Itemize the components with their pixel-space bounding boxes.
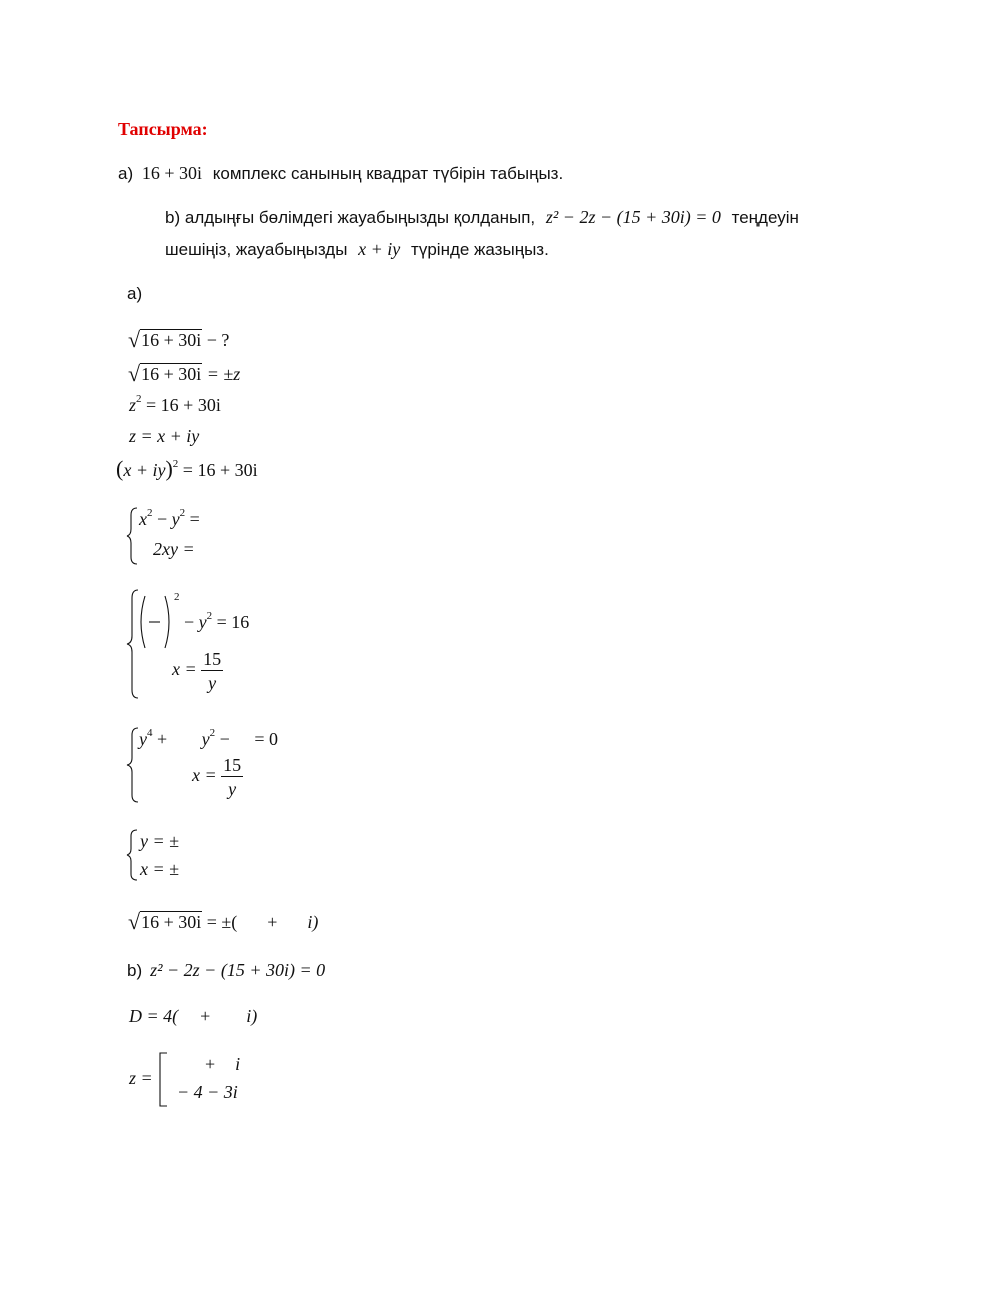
z-variable: z: [129, 395, 137, 415]
minus: −: [219, 729, 230, 749]
line-3-rhs: = 16 + 30i: [146, 395, 221, 415]
x-plus-iy: x + iy: [123, 460, 166, 480]
solution-line-4: z = x + iy: [129, 426, 200, 446]
task-title: Тапсырма:: [118, 119, 208, 139]
task-b-line2-after: түрінде жазыңыз.: [411, 240, 549, 259]
final-plus: +: [267, 912, 278, 932]
line-2-tail: = ±z: [202, 364, 241, 384]
system-3-row-2: [192, 756, 243, 798]
system-brace: [126, 828, 140, 882]
task-a-label: а): [118, 164, 134, 183]
solution-line-3: [129, 395, 221, 416]
fraction: [221, 756, 243, 798]
denominator: y: [208, 673, 217, 693]
radical-sign: √: [128, 327, 141, 352]
system-2-row-1: $^2 - y^2 = 16$: [136, 594, 249, 650]
solution-line-2: [128, 360, 240, 386]
solution-line-5: [116, 456, 258, 482]
solution-a-final: [128, 908, 318, 934]
radicand: 16 + 30i: [141, 364, 202, 384]
system-1-row-1: $x^2 - y^2$ =: [139, 507, 200, 529]
task-b-line-1: [165, 207, 799, 228]
z-row-1-plus: +: [205, 1054, 216, 1074]
task-b-line-2: [165, 239, 549, 260]
task-b-text-after: теңдеуін: [731, 208, 799, 227]
square-bracket: [157, 1052, 169, 1108]
solution-line-1: [128, 326, 229, 352]
numerator: 15: [223, 755, 242, 775]
solution-b-label: b): [127, 961, 143, 980]
solution-b-line: [127, 960, 325, 981]
task-b-text-before: алдыңғы бөлімдегі жауабыңызды қолданып,: [184, 208, 536, 227]
discriminant-line: [129, 1006, 257, 1027]
radicand: 16 + 30i: [141, 330, 202, 350]
system-1-row-2: 2xy =: [153, 539, 195, 559]
paren-open: (: [116, 456, 124, 481]
system-2-row-2: [172, 650, 223, 692]
task-b-form: x + iy: [358, 239, 401, 259]
task-a-expression: 16 + 30i: [141, 163, 203, 183]
fraction: [201, 650, 223, 692]
discriminant-plus: +: [200, 1006, 211, 1026]
task-b-equation: z² − 2z − (15 + 30i) = 0: [545, 207, 721, 227]
final-i: i): [307, 912, 319, 932]
radical-sign: √: [128, 909, 141, 934]
system-brace: [126, 506, 140, 566]
task-a-line: [118, 163, 563, 184]
radicand: 16 + 30i: [141, 912, 202, 932]
exponent: 2: [136, 393, 142, 405]
big-parens: [136, 594, 174, 650]
z-row-1-i: i: [235, 1054, 241, 1074]
equals: =: [189, 509, 200, 529]
z-row-2: − 4 − 3i: [177, 1082, 238, 1102]
plus: +: [157, 729, 168, 749]
equals-zero: = 0: [254, 729, 278, 749]
final-equals: = ±(: [202, 912, 238, 932]
line-1-tail: − ?: [202, 330, 230, 350]
denominator: y: [228, 779, 237, 799]
system-4-row-2: x = ±: [140, 859, 180, 879]
z-row-1: [205, 1054, 240, 1075]
radical-sign: √: [128, 361, 141, 386]
row-1-rhs: = 16: [216, 612, 250, 633]
task-a-text: комплекс санының квадрат түбірін табыңыз.: [212, 164, 564, 183]
discriminant-lhs: D = 4(: [129, 1006, 179, 1026]
solution-a-label: а): [127, 284, 143, 303]
x-equals: x =: [172, 659, 197, 680]
system-3-row-1: $y^4 + y^2$ − = 0: [139, 727, 278, 749]
task-b-line2-before: шешіңіз, жауабыңызды: [165, 240, 348, 259]
discriminant-i: i): [246, 1006, 258, 1026]
exponent: 2: [172, 458, 179, 470]
solution-b-equation: z² − 2z − (15 + 30i) = 0: [150, 960, 326, 980]
system-4-row-1: y = ±: [140, 831, 180, 851]
task-b-label: b): [165, 208, 181, 227]
z-lhs: z =: [129, 1068, 153, 1088]
line-5-rhs: = 16 + 30i: [178, 460, 258, 480]
x-equals: x =: [192, 765, 217, 786]
numerator: 15: [203, 649, 222, 669]
paren-close: ): [165, 456, 173, 481]
